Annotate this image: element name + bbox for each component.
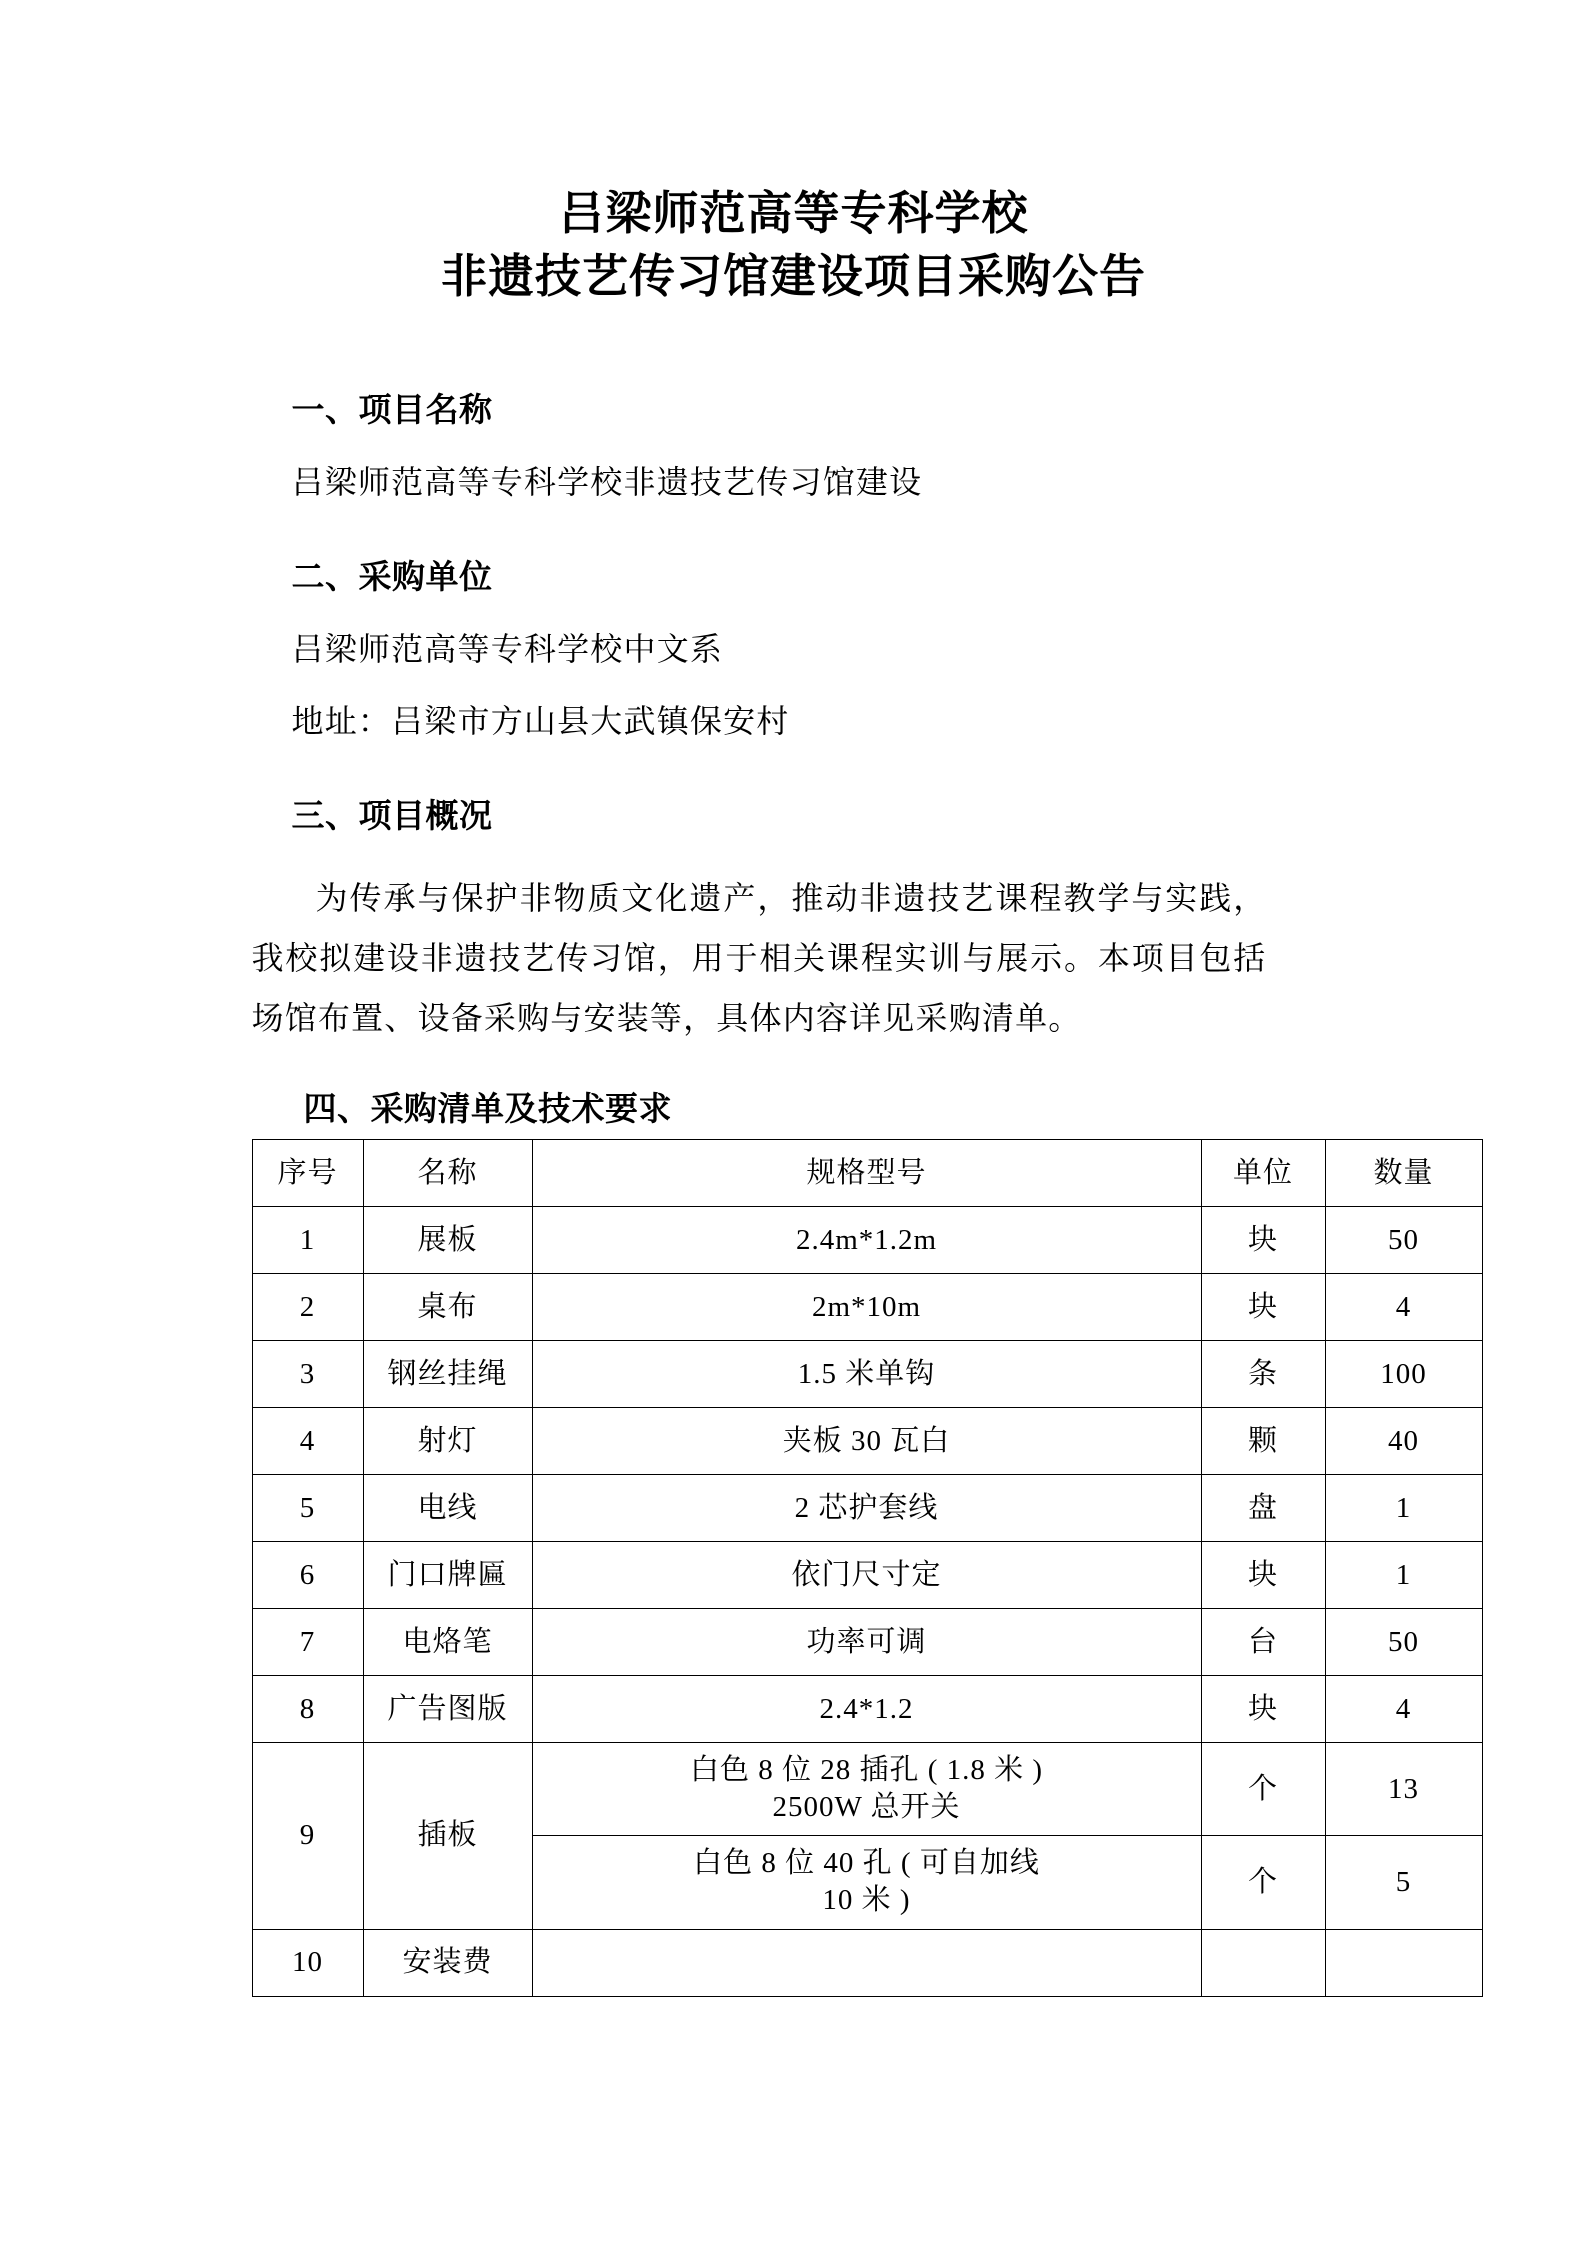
cell-name: 射灯 xyxy=(363,1408,532,1475)
cell-spec: 夹板 30 瓦白 xyxy=(532,1408,1201,1475)
table-header-unit: 单位 xyxy=(1201,1140,1325,1207)
section-2-purchasing-unit: 吕梁师范高等专科学校中文系 xyxy=(291,631,724,668)
cell-qty: 4 xyxy=(1325,1676,1482,1743)
cell-name: 钢丝挂绳 xyxy=(363,1341,532,1408)
cell-unit xyxy=(1201,1929,1325,1996)
table-row-merged xyxy=(252,1743,1482,1836)
table-header-row xyxy=(252,1140,1482,1207)
cell-spec xyxy=(532,1743,1201,1836)
cell-spec: 2m*10m xyxy=(532,1274,1201,1341)
cell-spec xyxy=(532,1836,1201,1929)
table-row xyxy=(252,1929,1482,1996)
table-header-spec: 规格型号 xyxy=(532,1140,1201,1207)
cell-unit: 台 xyxy=(1201,1609,1325,1676)
document-body xyxy=(199,391,1434,1996)
cell-unit: 块 xyxy=(1201,1274,1325,1341)
purchase-table-wrapper xyxy=(252,1139,1434,1996)
cell-unit: 个 xyxy=(1201,1836,1325,1929)
cell-qty: 40 xyxy=(1325,1408,1482,1475)
cell-qty xyxy=(1325,1929,1482,1996)
section-heading-3: 三、项目概况 xyxy=(291,797,493,835)
section-heading-2: 二、采购单位 xyxy=(291,558,493,596)
cell-index: 4 xyxy=(252,1408,363,1475)
cell-unit: 个 xyxy=(1201,1743,1325,1836)
cell-spec xyxy=(532,1929,1201,1996)
cell-index: 3 xyxy=(252,1341,363,1408)
cell-name: 电烙笔 xyxy=(363,1609,532,1676)
cell-name: 电线 xyxy=(363,1475,532,1542)
table-row xyxy=(252,1676,1482,1743)
cell-spec: 依门尺寸定 xyxy=(532,1542,1201,1609)
table-row xyxy=(252,1341,1482,1408)
cell-index: 7 xyxy=(252,1609,363,1676)
section-heading-4: 四、采购清单及技术要求 xyxy=(303,1090,672,1128)
cell-spec: 功率可调 xyxy=(532,1609,1201,1676)
table-row xyxy=(252,1207,1482,1274)
cell-name: 插板 xyxy=(363,1743,532,1929)
section-heading-1: 一、项目名称 xyxy=(291,391,493,429)
document-title-line-1: 吕梁师范高等专科学校 xyxy=(558,187,1029,239)
cell-spec-line-2: 10 米 ) xyxy=(822,1884,911,1917)
cell-spec-line-2: 2500W 总开关 xyxy=(772,1791,961,1824)
cell-name: 桌布 xyxy=(363,1274,532,1341)
cell-qty: 50 xyxy=(1325,1609,1482,1676)
section-1-project-name: 吕梁师范高等专科学校非遗技艺传习馆建设 xyxy=(291,464,923,501)
table-header-qty: 数量 xyxy=(1325,1140,1482,1207)
cell-name: 门口牌匾 xyxy=(363,1542,532,1609)
cell-spec-line-1: 白色 8 位 40 孔 ( 可自加线 xyxy=(693,1847,1040,1880)
section-2-address: 地址：吕梁市方山县大武镇保安村 xyxy=(291,703,790,740)
cell-spec: 2 芯护套线 xyxy=(532,1475,1201,1542)
cell-index: 10 xyxy=(252,1929,363,1996)
cell-qty: 1 xyxy=(1325,1475,1482,1542)
cell-qty: 5 xyxy=(1325,1836,1482,1929)
cell-unit: 条 xyxy=(1201,1341,1325,1408)
cell-name: 安装费 xyxy=(363,1929,532,1996)
table-row xyxy=(252,1274,1482,1341)
cell-qty: 50 xyxy=(1325,1207,1482,1274)
table-header-name: 名称 xyxy=(363,1140,532,1207)
cell-spec: 2.4m*1.2m xyxy=(532,1207,1201,1274)
table-row xyxy=(252,1475,1482,1542)
cell-index: 5 xyxy=(252,1475,363,1542)
section-3-overview-paragraph: 为传承与保护非物质文化遗产，推动非遗技艺课程教学与实践，我校拟建设非遗技艺传习馆，用于相关课程实训与展示。本项目包括场馆布置、设备采购与安装等，具体内容详见采购清单。 xyxy=(251,880,1267,1037)
cell-spec: 2.4*1.2 xyxy=(532,1676,1201,1743)
table-header-index: 序号 xyxy=(252,1140,363,1207)
purchase-list-table xyxy=(252,1139,1483,1996)
cell-qty: 13 xyxy=(1325,1743,1482,1836)
document-title-line-2: 非遗技艺传习馆建设项目采购公告 xyxy=(441,249,1146,302)
cell-index: 6 xyxy=(252,1542,363,1609)
cell-index: 8 xyxy=(252,1676,363,1743)
cell-index: 9 xyxy=(252,1743,363,1929)
cell-unit: 盘 xyxy=(1201,1475,1325,1542)
cell-index: 1 xyxy=(252,1207,363,1274)
cell-unit: 块 xyxy=(1201,1207,1325,1274)
cell-name: 展板 xyxy=(363,1207,532,1274)
cell-qty: 100 xyxy=(1325,1341,1482,1408)
cell-spec-line-1: 白色 8 位 28 插孔 ( 1.8 米 ) xyxy=(689,1754,1044,1787)
table-row xyxy=(252,1609,1482,1676)
cell-qty: 1 xyxy=(1325,1542,1482,1609)
cell-unit: 块 xyxy=(1201,1676,1325,1743)
cell-name: 广告图版 xyxy=(363,1676,532,1743)
cell-unit: 颗 xyxy=(1201,1408,1325,1475)
cell-spec: 1.5 米单钩 xyxy=(532,1341,1201,1408)
document-title xyxy=(0,0,1587,307)
cell-unit: 块 xyxy=(1201,1542,1325,1609)
cell-qty: 4 xyxy=(1325,1274,1482,1341)
table-row xyxy=(252,1408,1482,1475)
cell-index: 2 xyxy=(252,1274,363,1341)
table-row xyxy=(252,1542,1482,1609)
